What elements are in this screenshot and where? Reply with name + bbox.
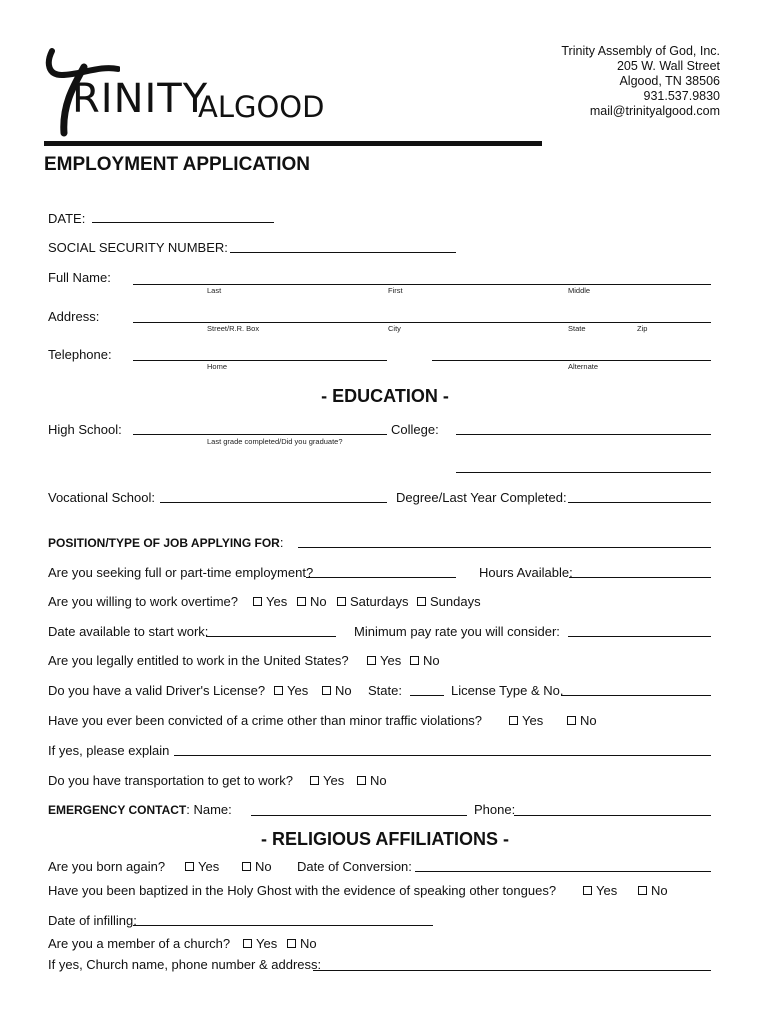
date-label: DATE: <box>48 211 86 226</box>
overtime-no-label: No <box>310 594 327 609</box>
legal-no-label: No <box>423 653 440 668</box>
logo <box>40 45 340 140</box>
hours-label: Hours Available: <box>479 565 573 580</box>
college-label: College: <box>391 422 439 437</box>
license-label: Do you have a valid Driver's License? <box>48 683 266 698</box>
page-title: EMPLOYMENT APPLICATION <box>44 154 310 175</box>
overtime-sundays[interactable] <box>417 594 481 609</box>
crime-yes[interactable] <box>509 713 543 728</box>
explain-field[interactable] <box>174 755 711 756</box>
emergency-phone-field[interactable] <box>514 815 711 816</box>
min-pay-field[interactable] <box>568 636 711 637</box>
state-field[interactable] <box>410 695 444 696</box>
telephone-alternate-field[interactable] <box>432 360 711 361</box>
logo-suffix: ALGOOD <box>198 90 325 124</box>
addr-city-hint: City <box>388 324 401 333</box>
overtime-yes-label: Yes <box>266 594 288 609</box>
address-field[interactable] <box>133 322 711 323</box>
position-field[interactable] <box>298 547 711 548</box>
education-heading: - EDUCATION - <box>321 386 449 406</box>
name-last-hint: Last <box>207 286 222 295</box>
degree-field[interactable] <box>568 502 711 503</box>
tel-home-hint: Home <box>207 362 228 371</box>
born-again-no-label: No <box>255 859 272 874</box>
member-no-label: No <box>300 936 317 951</box>
born-again-yes[interactable] <box>185 859 219 874</box>
transport-yes[interactable] <box>310 773 344 788</box>
college-field-2[interactable] <box>456 472 711 473</box>
born-again-label: Are you born again? <box>48 859 166 874</box>
checkbox-icon <box>310 776 319 785</box>
born-again-no[interactable] <box>242 859 272 874</box>
legal-yes-label: Yes <box>380 653 402 668</box>
church-info-field[interactable] <box>313 970 711 971</box>
vocational-label: Vocational School: <box>48 490 155 505</box>
header-divider <box>44 141 542 146</box>
religious-heading: - RELIGIOUS AFFILIATIONS - <box>261 829 509 849</box>
legal-no[interactable] <box>410 653 440 668</box>
crime-no[interactable] <box>567 713 597 728</box>
license-yes-label: Yes <box>287 683 309 698</box>
checkbox-icon <box>509 716 518 725</box>
license-type-label: License Type & No. <box>451 683 564 698</box>
legal-yes[interactable] <box>367 653 401 668</box>
explain-label: If yes, please explain <box>48 743 170 758</box>
position-colon: : <box>279 535 284 550</box>
telephone-home-field[interactable] <box>133 360 387 361</box>
checkbox-icon <box>287 939 296 948</box>
name-middle-hint: Middle <box>568 286 591 295</box>
member-yes[interactable] <box>243 936 277 951</box>
baptized-label: Have you been baptized in the Holy Ghost with the evidence of speaking other tongues? <box>48 883 557 898</box>
overtime-sundays-label: Sundays <box>430 594 481 609</box>
baptized-no[interactable] <box>638 883 668 898</box>
ssn-label: SOCIAL SECURITY NUMBER: <box>48 240 228 255</box>
emergency-label-wrap <box>48 802 232 818</box>
emergency-name-field[interactable] <box>251 815 467 816</box>
baptized-yes-label: Yes <box>596 883 618 898</box>
member-no[interactable] <box>287 936 317 951</box>
date-field[interactable] <box>92 222 274 223</box>
emergency-name-label: : Name: <box>186 802 232 817</box>
position-label: POSITION/TYPE OF JOB APPLYING FOR <box>48 536 280 550</box>
checkbox-icon <box>357 776 366 785</box>
ssn-field[interactable] <box>230 252 456 253</box>
high-school-hint: Last grade completed/Did you graduate? <box>207 437 343 446</box>
logo-text: RINITY <box>72 76 209 122</box>
conversion-label: Date of Conversion: <box>297 859 412 874</box>
checkbox-icon <box>638 886 647 895</box>
address-label: Address: <box>48 309 100 324</box>
overtime-no[interactable] <box>297 594 327 609</box>
checkbox-icon <box>417 597 426 606</box>
tel-alternate-hint: Alternate <box>568 362 599 371</box>
baptized-yes[interactable] <box>583 883 617 898</box>
addr-zip-hint: Zip <box>637 324 648 333</box>
license-no[interactable] <box>322 683 352 698</box>
checkbox-icon <box>297 597 306 606</box>
born-again-yes-label: Yes <box>198 859 220 874</box>
conversion-field[interactable] <box>415 871 711 872</box>
overtime-saturdays[interactable] <box>337 594 409 609</box>
position-label-wrap <box>48 535 283 551</box>
transport-yes-label: Yes <box>323 773 345 788</box>
checkbox-icon <box>243 939 252 948</box>
org-name: Trinity Assembly of God, Inc. <box>561 44 720 58</box>
transport-no[interactable] <box>357 773 387 788</box>
org-phone: 931.537.9830 <box>643 89 720 103</box>
emergency-label: EMERGENCY CONTACT <box>48 803 187 817</box>
crime-yes-label: Yes <box>522 713 544 728</box>
crime-label: Have you ever been convicted of a crime other than minor traffic violations? <box>48 713 483 728</box>
org-city: Algood, TN 38506 <box>619 74 720 88</box>
member-yes-label: Yes <box>256 936 278 951</box>
overtime-saturdays-label: Saturdays <box>350 594 409 609</box>
org-email: mail@trinityalgood.com <box>589 104 720 118</box>
checkbox-icon <box>242 862 251 871</box>
checkbox-icon <box>253 597 262 606</box>
checkbox-icon <box>567 716 576 725</box>
hours-field[interactable] <box>569 577 711 578</box>
checkbox-icon <box>410 656 419 665</box>
full-name-label: Full Name: <box>48 270 111 285</box>
college-field[interactable] <box>456 434 711 435</box>
addr-state-hint: State <box>568 324 586 333</box>
degree-label: Degree/Last Year Completed: <box>396 490 567 505</box>
infilling-label: Date of infilling: <box>48 913 137 928</box>
license-yes[interactable] <box>274 683 308 698</box>
infilling-field[interactable] <box>133 925 433 926</box>
vocational-field[interactable] <box>160 502 387 503</box>
checkbox-icon <box>322 686 331 695</box>
org-info <box>561 44 720 119</box>
addr-street-hint: Street/R.R. Box <box>207 324 260 333</box>
overtime-yes[interactable] <box>253 594 287 609</box>
org-street: 205 W. Wall Street <box>616 59 720 73</box>
full-part-label: Are you seeking full or part-time employment? <box>48 565 314 580</box>
checkbox-icon <box>583 886 592 895</box>
checkbox-icon <box>367 656 376 665</box>
checkbox-icon <box>185 862 194 871</box>
high-school-field[interactable] <box>133 434 387 435</box>
start-date-field[interactable] <box>206 636 336 637</box>
baptized-no-label: No <box>651 883 668 898</box>
member-label: Are you a member of a church? <box>48 936 231 951</box>
crime-no-label: No <box>580 713 597 728</box>
emergency-phone-label: Phone: <box>474 802 516 817</box>
transport-no-label: No <box>370 773 387 788</box>
high-school-label: High School: <box>48 422 122 437</box>
name-first-hint: First <box>388 286 403 295</box>
min-pay-label: Minimum pay rate you will consider: <box>354 624 560 639</box>
full-name-field[interactable] <box>133 284 711 285</box>
checkbox-icon <box>274 686 283 695</box>
start-date-label: Date available to start work: <box>48 624 209 639</box>
license-type-field[interactable] <box>561 695 711 696</box>
checkbox-icon <box>337 597 346 606</box>
overtime-label: Are you willing to work overtime? <box>48 594 239 609</box>
transport-label: Do you have transportation to get to work? <box>48 773 293 788</box>
legal-label: Are you legally entitled to work in the United States? <box>48 653 349 668</box>
telephone-label: Telephone: <box>48 347 112 362</box>
license-no-label: No <box>335 683 352 698</box>
full-part-field[interactable] <box>306 577 456 578</box>
church-info-label: If yes, Church name, phone number & address: <box>48 957 322 972</box>
state-label: State: <box>368 683 402 698</box>
